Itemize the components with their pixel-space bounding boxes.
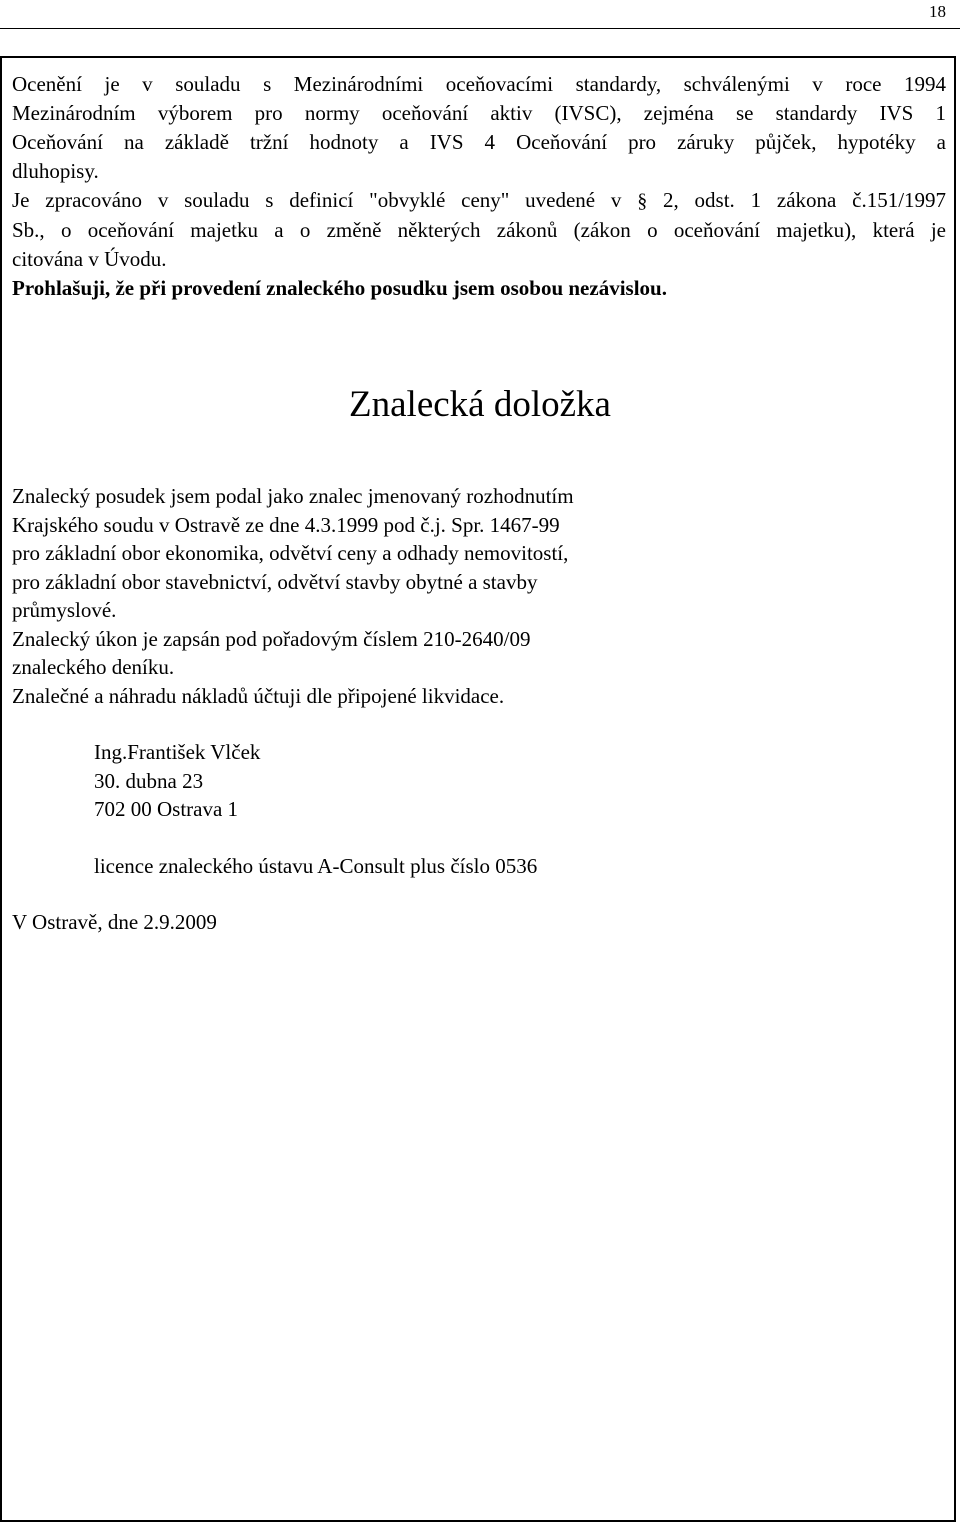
clause-line: Znalecký posudek jsem podal jako znalec jmenovaný rozhodnutím — [12, 484, 574, 508]
intro-line: Oceňování na základě tržní hodnoty a IVS 4 Oceňování pro záruky půjček, hypotéky a — [12, 130, 946, 154]
definition-line — [12, 186, 946, 216]
address-street: 30. dubna 23 — [94, 768, 204, 793]
clause-heading: Znalecká doložka — [349, 384, 611, 425]
definition-text: Je zpracováno v souladu s definicí "obvyklé ceny" uvedené v — [12, 188, 622, 212]
clause-line: Znalecký úkon je zapsán pod pořadovým číslem 210-2640/09 — [12, 626, 531, 651]
declaration: Prohlašuji, že při provedení znaleckého posudku jsem osobou nezávislou. — [12, 276, 667, 300]
intro-section — [12, 70, 946, 303]
intro-line: Mezinárodním výborem pro normy oceňování aktiv (IVSC), zejména se standardy IVS 1 — [12, 101, 946, 125]
intro-line: Ocenění je v souladu s Mezinárodními oceňovacími standardy, schválenými v roce 1994 — [12, 72, 946, 96]
expert-clause — [12, 482, 912, 710]
paragraph-sign: § — [637, 190, 648, 212]
page-number: 18 — [929, 2, 946, 21]
expert-name: Ing.František Vlček — [94, 740, 261, 764]
address-city: 702 00 Ostrava 1 — [94, 797, 239, 821]
intro-line: Sb., o oceňování majetku a o změně některých zákonů (zákon o oceňování majetku), která je — [12, 218, 946, 242]
signature-block — [94, 738, 794, 824]
law-reference: 2, odst. 1 zákona č.151/1997 — [663, 188, 947, 212]
clause-line: Znalečné a náhradu nákladů účtuji dle připojené likvidace. — [12, 683, 505, 708]
header-rule — [0, 28, 960, 29]
licence-line: licence znaleckého ústavu A-Consult plus číslo 0536 — [94, 854, 538, 878]
clause-line: pro základní obor ekonomika, odvětví ceny a odhady nemovitostí, — [12, 541, 569, 565]
clause-line: průmyslové. — [12, 598, 117, 622]
clause-line: pro základní obor stavebnictví, odvětví stavby obytné a stavby — [12, 569, 538, 594]
clause-line: znaleckého deníku. — [12, 655, 175, 679]
intro-line: dluhopisy. — [12, 159, 99, 183]
clause-line: Krajského soudu v Ostravě ze dne 4.3.1999 pod č.j. Spr. 1467-99 — [12, 512, 560, 537]
place-date: V Ostravě, dne 2.9.2009 — [12, 910, 217, 934]
intro-line: citována v Úvodu. — [12, 247, 167, 271]
